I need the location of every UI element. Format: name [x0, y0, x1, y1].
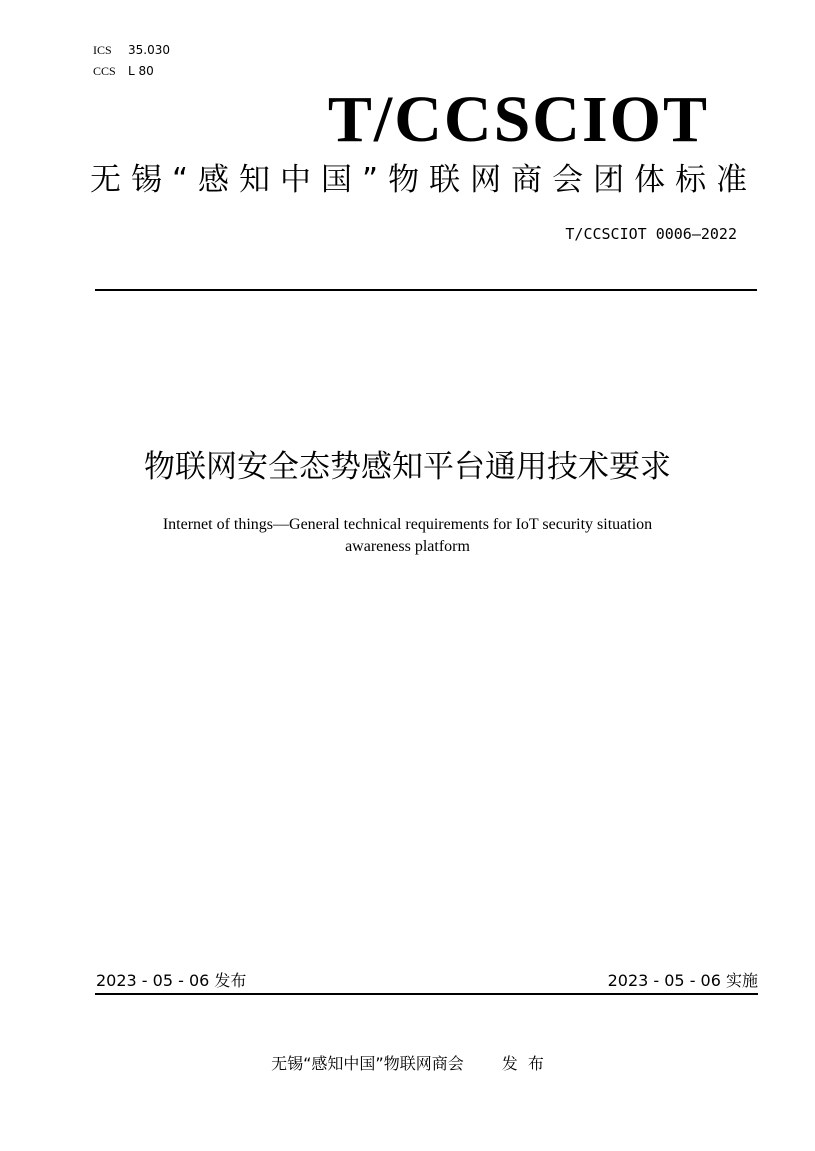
bottom-divider — [95, 993, 758, 995]
implement-date: 2023 - 05 - 06 实施 — [607, 971, 758, 990]
brand-logo-text: T/CCSCIOT — [327, 83, 709, 156]
document-title-english — [0, 514, 815, 558]
document-title-chinese: 物联网安全态势感知平台通用技术要求 — [144, 449, 671, 485]
ccs-label: CCS — [93, 64, 116, 78]
publisher-name: 无锡“感知中国”物联网商会 — [271, 1054, 464, 1073]
english-title-line-1: Internet of things—General technical requirements for IoT security situation — [162, 516, 653, 533]
english-title-line-2: awareness platform — [345, 538, 470, 555]
publisher-line — [0, 1052, 815, 1076]
ics-value: 35.030 — [128, 43, 170, 57]
publish-date: 2023 - 05 - 06 发布 — [96, 971, 247, 990]
ccs-value: L 80 — [128, 64, 154, 78]
ccs-row — [93, 61, 170, 82]
organization-standard-title: 无锡“感知中国”物联网商会团体标准 — [90, 162, 758, 198]
publisher-action: 发 布 — [501, 1054, 544, 1073]
top-divider — [95, 289, 757, 291]
standard-number: T/CCSCIOT 0006—2022 — [565, 225, 737, 243]
ics-label: ICS — [93, 43, 112, 57]
ics-row — [93, 40, 170, 61]
classification-block — [93, 40, 170, 82]
